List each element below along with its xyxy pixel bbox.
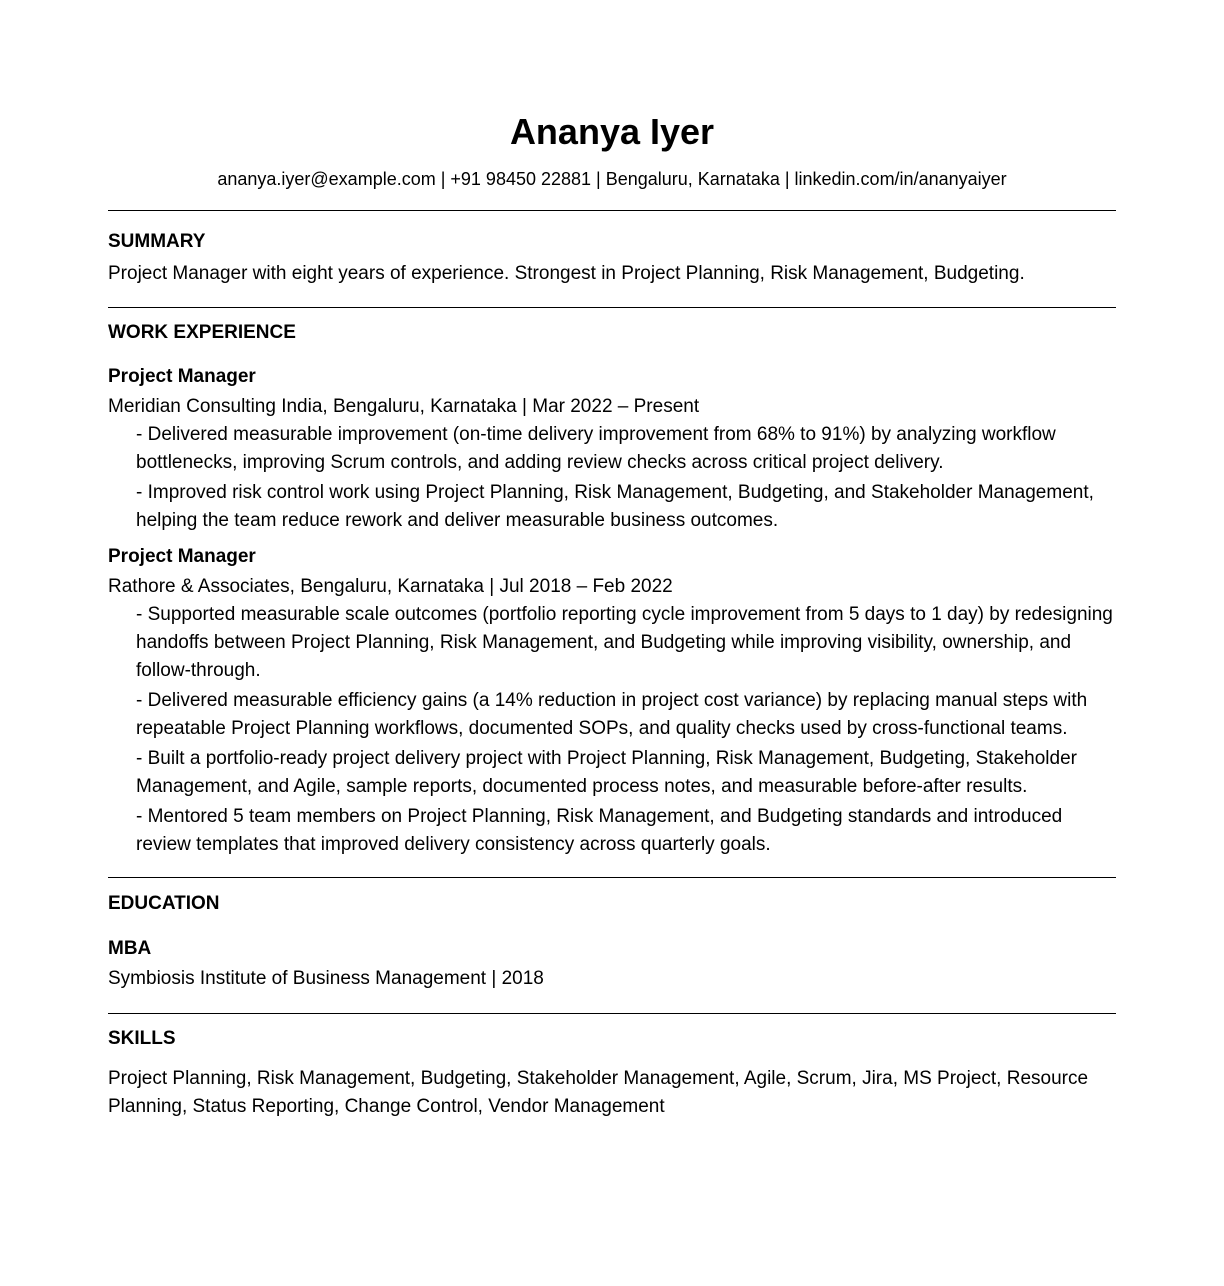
skills-text: Project Planning, Risk Management, Budgeting, Stakeholder Management, Agile, Scrum, Jira, MS Project, Resource Planning, Status Reporting, Change Control, Vendor Management (108, 1068, 1089, 1117)
job-bullet: - Built a portfolio-ready project delivery project with Project Planning, Risk Management, Budgeting, Stakeholder Management, and Agile, sample reports, documented process notes, and measurable before-after results. (136, 748, 1077, 797)
section-title-education: EDUCATION (108, 893, 220, 914)
summary-text: Project Manager with eight years of experience. Strongest in Project Planning, Risk Management, Budgeting. (108, 263, 1025, 284)
job-bullet: - Improved risk control work using Project Planning, Risk Management, Budgeting, and Stakeholder Management, helping the team reduce rework and deliver measurable business outcomes. (136, 482, 1094, 531)
education-section (108, 892, 1116, 993)
job-bullet: - Mentored 5 team members on Project Planning, Risk Management, and Budgeting standards and introduced review templates that improved delivery consistency across quarterly goals. (136, 806, 1063, 855)
resume-document (108, 110, 1116, 1121)
section-divider (108, 877, 1116, 878)
job-bullet: - Delivered measurable efficiency gains (a 14% reduction in project cost variance) by replacing manual steps with repeatable Project Planning workflows, documented SOPs, and quality checks used by cross-functional teams. (136, 690, 1088, 739)
job-title: Project Manager (108, 366, 256, 387)
school: Symbiosis Institute of Business Management | 2018 (108, 968, 544, 989)
candidate-name: Ananya Iyer (509, 111, 715, 152)
section-title-summary: SUMMARY (108, 231, 206, 252)
section-divider (108, 210, 1116, 211)
job-bullets (108, 601, 1116, 859)
experience-section (108, 321, 1116, 859)
job-bullet: - Supported measurable scale outcomes (portfolio reporting cycle improvement from 5 days to 1 day) by redesigning handoffs between Project Planning, Risk Management, and Budgeting while improving visibility, ownership, and follow-through. (136, 604, 1113, 681)
section-title-skills: SKILLS (108, 1028, 176, 1049)
job-bullet: - Delivered measurable improvement (on-time delivery improvement from 68% to 91%) by analyzing workflow bottlenecks, improving Scrum controls, and adding review checks across critical project delivery. (136, 424, 1056, 473)
skills-section (108, 1027, 1116, 1121)
summary-section (108, 230, 1116, 288)
job-entry (108, 545, 1116, 859)
job-title: Project Manager (108, 546, 256, 567)
section-title-experience: WORK EXPERIENCE (108, 322, 296, 343)
section-divider (108, 1013, 1116, 1014)
contact-line: ananya.iyer@example.com | +91 98450 22881 | Bengaluru, Karnataka | linkedin.com/in/ananyaiyer (217, 169, 1007, 189)
job-meta: Rathore & Associates, Bengaluru, Karnataka | Jul 2018 – Feb 2022 (108, 576, 673, 597)
section-divider (108, 307, 1116, 308)
job-entry (108, 365, 1116, 535)
job-meta: Meridian Consulting India, Bengaluru, Karnataka | Mar 2022 – Present (108, 396, 700, 417)
degree: MBA (108, 938, 152, 959)
job-bullets (108, 421, 1116, 535)
